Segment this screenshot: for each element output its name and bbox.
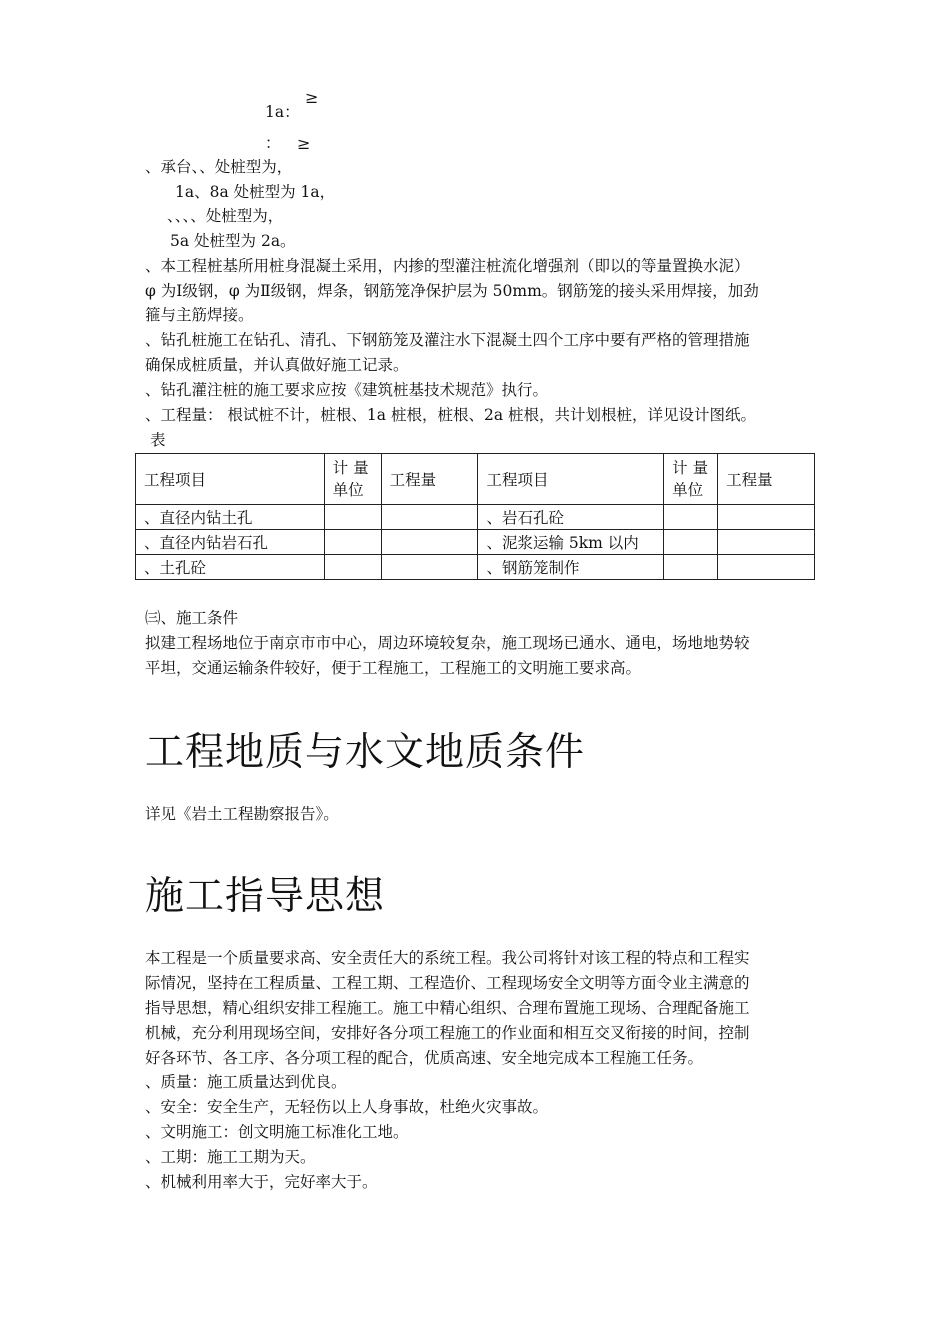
table-cell: 、直径内钻岩石孔	[136, 530, 325, 555]
table-cell	[664, 530, 718, 555]
header-item: 工程项目	[136, 454, 325, 505]
table-cell	[718, 505, 815, 530]
table-cell	[381, 530, 478, 555]
header-quantity-2: 工程量	[718, 454, 815, 505]
table-cell	[324, 530, 381, 555]
table-cell: 、钢筋笼制作	[478, 555, 664, 580]
guidance-line-4: 机械，充分利用现场空间，安排好各分项工程施工的作业面和相互交叉衔接的时间，控制	[145, 1024, 750, 1042]
goal-schedule: 、工期：施工工期为天。	[145, 1148, 316, 1166]
table-row	[136, 555, 815, 580]
header-quantity: 工程量	[381, 454, 478, 505]
geology-body: 详见《岩土工程勘察报告》。	[145, 805, 339, 823]
guidance-line-3: 指导思想，精心组织安排工程施工。施工中精心组织、合理布置施工现场、合理配备施工	[145, 999, 750, 1017]
goal-machinery: 、机械利用率大于，完好率大于。	[145, 1173, 378, 1191]
para-quantity: 、工程量： 根试桩不计，桩根、1a 桩根，桩根、2a 桩根，共计划根桩，详见设计图纸。	[145, 406, 756, 424]
goal-civilized: 、文明施工：创文明施工标准化工地。	[145, 1123, 409, 1141]
conditions-line-2: 平坦，交通运输条件较好，便于工程施工，工程施工的文明施工要求高。	[145, 659, 642, 677]
conditions-line-1: 拟建工程场地位于南京市市中心，周边环境较复杂，施工现场已通水、通电，场地地势较	[145, 634, 750, 652]
table-cell: 、岩石孔砼	[478, 505, 664, 530]
table-cell: 、土孔砼	[136, 555, 325, 580]
geology-heading: 工程地质与水文地质条件	[145, 730, 586, 775]
guidance-heading: 施工指导思想	[145, 874, 386, 919]
goal-safety: 、安全：安全生产，无轻伤以上人身事故，杜绝火灾事故。	[145, 1098, 549, 1116]
line-cap-pile-type: 、承台、、处桩型为，	[145, 158, 293, 176]
table-cell	[718, 555, 815, 580]
table-row	[136, 530, 815, 555]
guidance-line-1: 本工程是一个质量要求高、安全责任大的系统工程。我公司将针对该工程的特点和工程实	[145, 949, 750, 967]
guidance-line-5: 好各环节、各工序、各分项工程的配合，优质高速、安全地完成本工程施工任务。	[145, 1049, 704, 1067]
table-cell	[664, 555, 718, 580]
goal-quality: 、质量：施工质量达到优良。	[145, 1073, 347, 1091]
para-concrete-line-3: 箍与主筋焊接。	[145, 306, 254, 324]
para-concrete-line-1: 、本工程桩基所用桩身混凝土采用，内掺的型灌注桩流化增强剂（即以的等量置换水泥）	[145, 257, 750, 275]
line-5a: 5a 处桩型为 2a。	[170, 232, 296, 250]
line-pile-type: 、、、、处桩型为，	[167, 207, 284, 225]
table-cell	[718, 530, 815, 555]
quantity-table	[135, 453, 815, 580]
header-unit: 计 量 单位	[324, 454, 381, 505]
table-cell	[381, 505, 478, 530]
para-drilling-line-2: 确保成桩质量，并认真做好施工记录。	[145, 356, 409, 374]
table-cell: 、泥浆运输 5km 以内	[478, 530, 664, 555]
table-cell	[664, 505, 718, 530]
table-header-row	[136, 454, 815, 505]
header-item-2: 工程项目	[478, 454, 664, 505]
line-1a-8a: 1a、8a 处桩型为 1a，	[175, 183, 336, 201]
conditions-title: ㈢、施工条件	[145, 609, 239, 627]
para-spec: 、钻孔灌注桩的施工要求应按《建筑桩基技术规范》执行。	[145, 381, 549, 399]
header-unit-2: 计 量 单位	[664, 454, 718, 505]
line-1a: 1a：	[265, 103, 300, 121]
ge-symbol-2: ≥	[297, 134, 311, 153]
table-row	[136, 505, 815, 530]
table-cell	[324, 555, 381, 580]
para-concrete-line-2: φ 为Ⅰ级钢，φ 为Ⅱ级钢，焊条，钢筋笼净保护层为 50mm。钢筋笼的接头采用焊接，加劲	[145, 282, 759, 300]
para-drilling-line-1: 、钻孔桩施工在钻孔、清孔、下钢筋笼及灌注水下混凝土四个工序中要有严格的管理措施	[145, 331, 750, 349]
table-cell	[381, 555, 478, 580]
table-cell	[324, 505, 381, 530]
ge-symbol-1: ≥	[305, 88, 319, 107]
table-label: 表	[150, 431, 166, 449]
guidance-line-2: 际情况，坚持在工程质量、工程工期、工程造价、工程现场安全文明等方面令业主满意的	[145, 974, 750, 992]
table-cell: 、直径内钻土孔	[136, 505, 325, 530]
line-colon: ：	[265, 134, 281, 152]
